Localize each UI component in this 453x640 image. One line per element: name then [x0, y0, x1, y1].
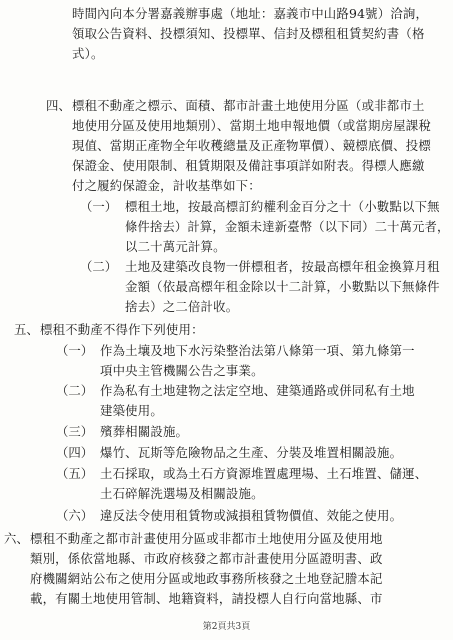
section-6-line-3: 府機關網站公布之使用分區或地政事務所核發之土地登記謄本記 — [30, 571, 383, 586]
section-4-line-2: 地使用分區及使用地類別）、當期土地申報地價（或當期房屋課稅 — [72, 118, 431, 133]
section-4-line-3: 現值、當期正產物全年收穫總量及正產物單價）、競標底價、投標 — [72, 138, 431, 153]
section-5-number: 五、 — [14, 322, 39, 337]
section-5-item-3-number: （三） — [56, 424, 94, 439]
section-5-item-5-number: （五） — [56, 466, 94, 481]
section-5-item-6-line-1: 違反法令使用租賃物或減損租賃物價值、效能之使用。 — [100, 508, 403, 523]
section-5-item-3-line-1: 殯葬相關設施。 — [100, 424, 189, 439]
section-5-item-4-number: （四） — [56, 445, 94, 460]
section-5-item-2-line-2: 建築使用。 — [100, 403, 163, 418]
section-4-item-2-line-2: 金額（依最高標年租金除以十二計算，小數點以下無條件 — [125, 279, 440, 294]
section-6-number: 六、 — [4, 531, 29, 546]
section-4-item-1-line-1: 標租土地，按最高標訂約權利金百分之十（小數點以下無 — [125, 199, 440, 214]
section-4-item-2-line-3: 捨去）之二倍計收。 — [125, 299, 239, 314]
section-4-line-5: 付之履約保證金，計收基準如下： — [72, 178, 261, 193]
section-5-item-2-line-1: 作為私有土地建物之法定空地、建築通路或併同私有土地 — [100, 383, 415, 398]
intro-line-2: 領取公告資料、投標須知、投標單、信封及標租租賃契約書（格 — [72, 26, 425, 41]
section-4-item-1-line-3: 以二十萬元計算。 — [125, 239, 226, 254]
intro-line-1: 時間內向本分署嘉義辦事處（地址：嘉義市中山路94號）洽詢， — [72, 6, 429, 21]
section-4-line-4: 保證金、使用限制、租賃期限及備註事項詳如附表。得標人應繳 — [72, 158, 425, 173]
section-4-line-1: 標租不動產之標示、面積、都市計畫土地使用分區（或非都市土 — [72, 98, 425, 113]
section-5-item-4-line-1: 爆竹、瓦斯等危險物品之生產、分裝及堆置相關設施。 — [100, 445, 403, 460]
section-4-item-1-number: （一） — [80, 199, 118, 214]
section-6-line-2: 類別，係依當地縣、市政府核發之都市計畫使用分區證明書、政 — [30, 551, 383, 566]
section-5-item-1-line-2: 項中央主管機關公告之事業。 — [100, 363, 264, 378]
section-4-item-1-line-2: 條件捨去）計算，金額未達新臺幣（以下同）二十萬元者， — [125, 220, 450, 234]
section-5-title: 標租不動產不得作下列使用： — [40, 322, 204, 337]
section-5-item-1-number: （一） — [56, 343, 94, 358]
page-number-footer: 第2頁共3頁 — [202, 622, 251, 632]
section-5-item-5-line-1: 土石採取，或為土石方資源堆置處理場、土石堆置、儲運、 — [100, 466, 428, 481]
section-5-item-5-line-2: 土石碎解洗選場及相關設施。 — [100, 486, 264, 501]
section-4-item-2-line-1: 土地及建築改良物一併標租者，按最高標年租金換算月租 — [125, 259, 440, 274]
section-6-line-1: 標租不動產之都市計畫使用分區或非都市土地使用分區及使用地 — [30, 531, 383, 546]
section-5-item-1-line-1: 作為土壤及地下水污染整治法第八條第一項、第九條第一 — [100, 343, 415, 358]
section-4-item-2-number: （二） — [80, 259, 118, 274]
intro-line-3: 式）。 — [72, 46, 104, 61]
section-5-item-2-number: （二） — [56, 383, 94, 398]
section-4-number: 四、 — [46, 98, 71, 113]
section-5-item-6-number: （六） — [56, 508, 94, 523]
section-6-line-4: 載，有關土地使用管制、地籍資料，請投標人自行向當地縣、市 — [30, 591, 383, 606]
